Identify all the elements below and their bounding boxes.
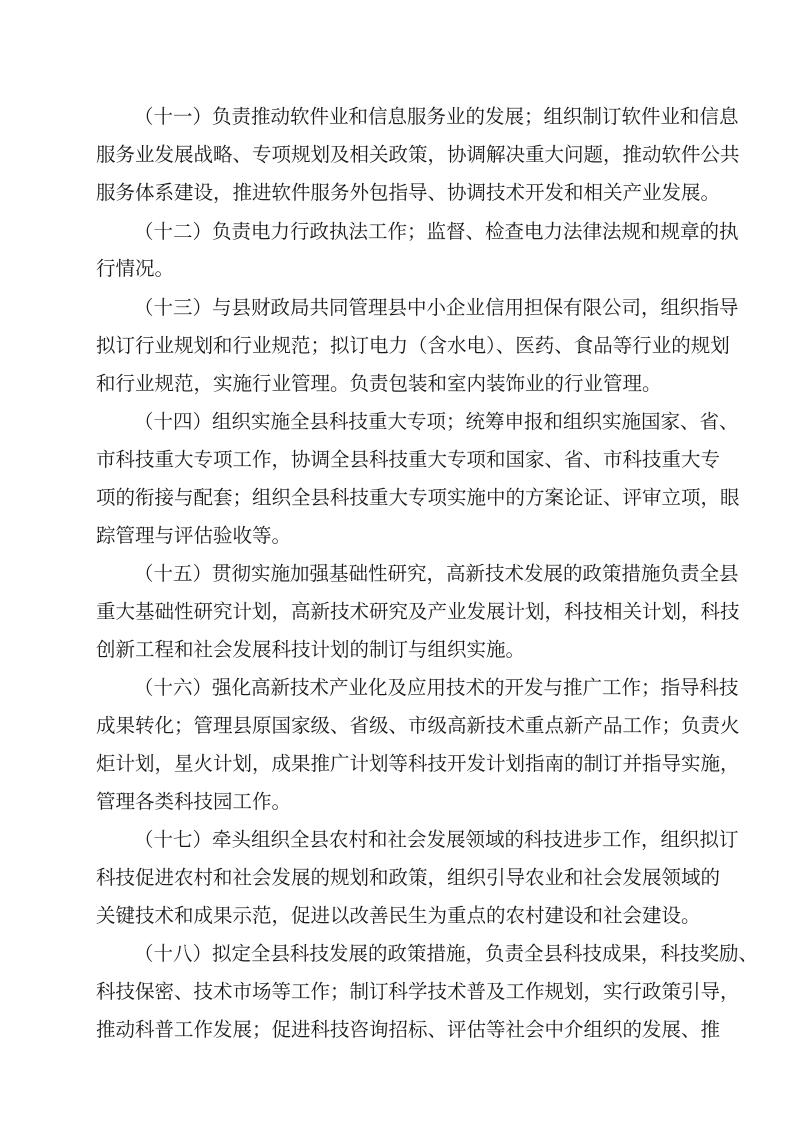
paragraph-18-line-1: （十八）拟定全县科技发展的政策措施，负责全县科技成果，科技奖励、 [134, 942, 759, 965]
paragraph-16-line-4: 管理各类科技园工作。 [96, 790, 292, 813]
paragraph-14-line-1: （十四）组织实施全县科技重大专项；统筹申报和组织实施国家、省、 [134, 410, 739, 433]
paragraph-12-line-2: 行情况。 [96, 257, 175, 280]
paragraph-17-line-3: 关键技术和成果示范，促进以改善民生为重点的农村建设和社会建设。 [96, 904, 701, 927]
paragraph-15-line-1: （十五）贯彻实施加强基础性研究，高新技术发展的政策措施负责全县 [134, 562, 739, 585]
paragraph-11-line-3: 服务体系建设，推进软件服务外包指导、协调技术开发和相关产业发展。 [96, 181, 721, 204]
paragraph-16-line-1: （十六）强化高新技术产业化及应用技术的开发与推广工作；指导科技 [134, 676, 739, 699]
paragraph-15-line-2: 重大基础性研究计划，高新技术研究及产业发展计划，科技相关计划，科技 [96, 600, 740, 623]
paragraph-11-line-2: 服务业发展战略、专项规划及相关政策，协调解决重大问题，推动软件公共 [96, 143, 740, 166]
paragraph-14-line-3: 项的衔接与配套；组织全县科技重大专项实施中的方案论证、评审立项，眼 [96, 486, 740, 509]
paragraph-13-line-1: （十三）与县财政局共同管理县中小企业信用担保有限公司，组织指导 [134, 296, 739, 319]
paragraph-13-line-3: 和行业规范，实施行业管理。负责包装和室内装饰业的行业管理。 [96, 372, 662, 395]
paragraph-18-line-3: 推动科普工作发展；促进科技咨询招标、评估等社会中介组织的发展、推 [96, 1018, 721, 1041]
paragraph-17-line-1: （十七）牵头组织全县农村和社会发展领域的科技进步工作，组织拟订 [134, 828, 739, 851]
paragraph-18-line-2: 科技保密、技术市场等工作；制订科学技术普及工作规划，实行政策引导， [96, 980, 740, 1003]
paragraph-13-line-2: 拟订行业规划和行业规范；拟订电力（含水电）、医药、食品等行业的规划 [96, 334, 730, 357]
paragraph-11-line-1: （十一）负责推动软件业和信息服务业的发展；组织制订软件业和信息 [134, 105, 739, 128]
paragraph-14-line-4: 踪管理与评估验收等。 [96, 524, 292, 547]
paragraph-12-line-1: （十二）负责电力行政执法工作；监督、检查电力法律法规和规章的执 [134, 220, 739, 243]
paragraph-17-line-2: 科技促进农村和社会发展的规划和政策，组织引导农业和社会发展领域的 [96, 866, 721, 889]
paragraph-14-line-2: 市科技重大专项工作，协调全县科技重大专项和国家、省、市科技重大专 [96, 448, 721, 471]
paragraph-15-line-3: 创新工程和社会发展科技计划的制订与组织实施。 [96, 638, 526, 661]
paragraph-16-line-3: 炬计划，星火计划，成果推广计划等科技开发计划指南的制订并指导实施， [96, 752, 740, 775]
paragraph-16-line-2: 成果转化；管理县原国家级、省级、市级高新技术重点新产品工作；负责火 [96, 714, 740, 737]
